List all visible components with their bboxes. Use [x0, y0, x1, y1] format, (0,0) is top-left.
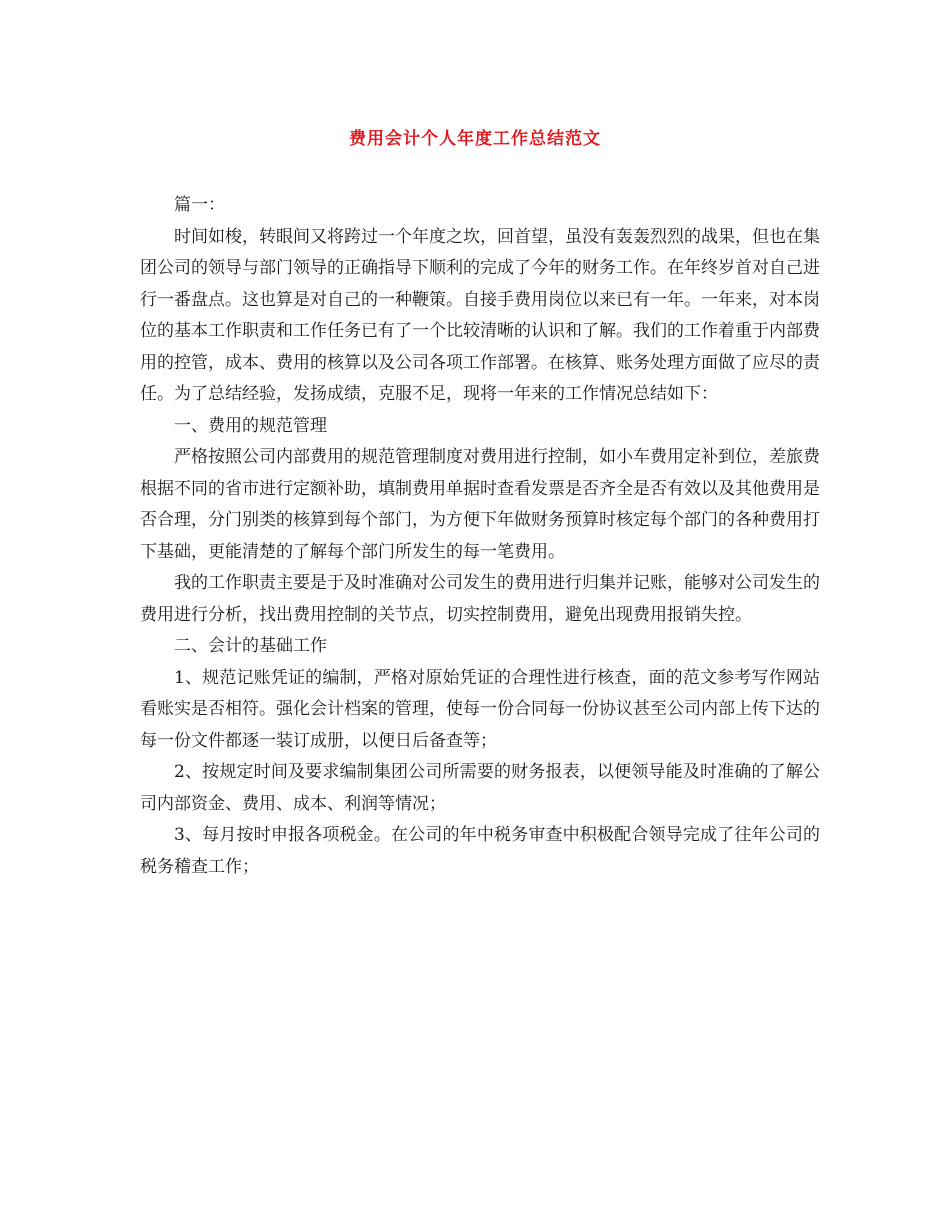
paragraph-expense-control: 严格按照公司内部费用的规范管理制度对费用进行控制，如小车费用定补到位，差旅费根据不同的省市进行定额补助，填制费用单据时查看发票是否齐全是否有效以及其他费用是否合理，分门别类的核算到每个部门，为方便下年做财务预算时核定每个部门的各种费用打下基础，更能清楚的了解每个部门所发生的每一笔费用。 [140, 447, 820, 562]
document-body [140, 190, 820, 883]
document-title: 费用会计个人年度工作总结范文 [349, 129, 601, 149]
paragraph-duties: 我的工作职责主要是于及时准确对公司发生的费用进行归集并记账，能够对公司发生的费用进行分析，找出费用控制的关节点，切实控制费用，避免出现费用报销失控。 [140, 573, 820, 625]
intro-paragraph: 时间如梭，转眼间又将跨过一个年度之坎，回首望，虽没有轰轰烈烈的战果，但也在集团公司的领导与部门领导的正确指导下顺利的完成了今年的财务工作。在年终岁首对自己进行一番盘点。这也算是对自己的一种鞭策。自接手费用岗位以来已有一年。一年来，对本岗位的基本工作职责和工作任务已有了一个比较清晰的认识和了解。我们的工作着重于内部费用的控管，成本、费用的核算以及公司各项工作部署。在核算、账务处理方面做了应尽的责任。为了总结经验，发扬成绩，克服不足，现将一年来的工作情况总结如下： [140, 226, 820, 404]
list-item-1: 1、规范记账凭证的编制，严格对原始凭证的合理性进行核查，面的范文参考写作网站看账实是否相符。强化会计档案的管理，使每一份合同每一份协议甚至公司内部上传下达的每一份文件都逐一装订成册，以便日后备查等； [140, 667, 820, 751]
section-label: 篇一： [174, 195, 225, 215]
section-heading-2: 二、会计的基础工作 [174, 636, 327, 656]
list-item-2: 2、按规定时间及要求编制集团公司所需要的财务报表，以便领导能及时准确的了解公司内部资金、费用、成本、利润等情况； [140, 762, 820, 814]
section-heading-1: 一、费用的规范管理 [174, 415, 327, 436]
list-item-3: 3、每月按时申报各项税金。在公司的年中税务审查中积极配合领导完成了往年公司的税务稽查工作； [140, 825, 820, 877]
